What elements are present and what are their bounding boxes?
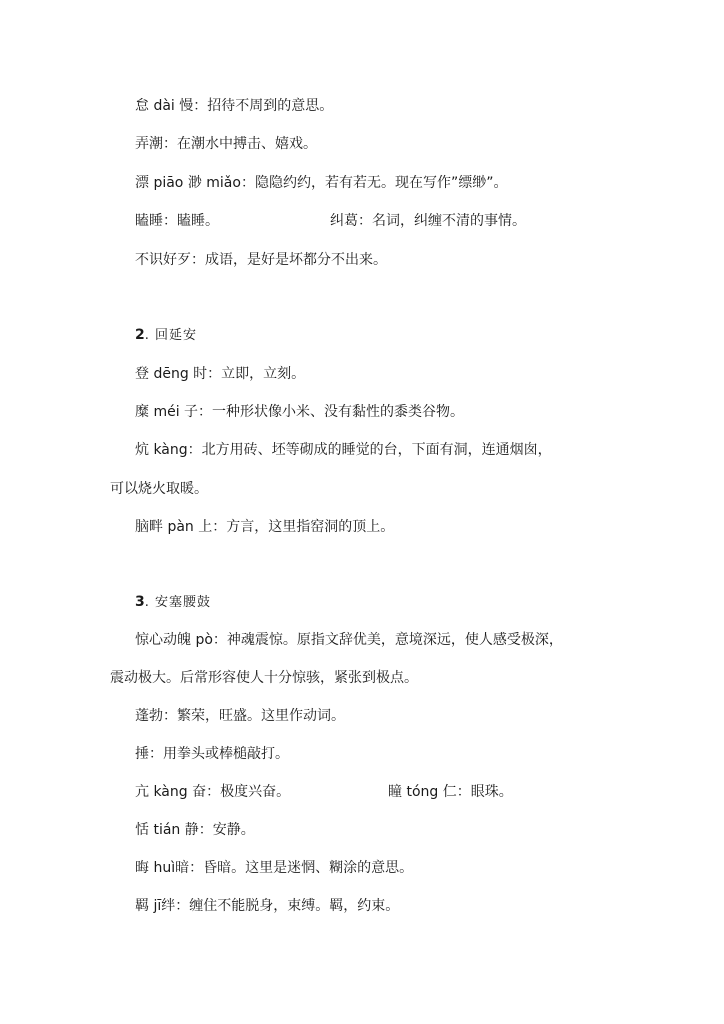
section-title: . 安塞腰鼓 [144,595,212,610]
entry-jingxindongpo: 惊心动魄 pò：神魂震惊。原指文辞优美，意境深远，使人感受极深， [135,632,563,648]
entry-jiban: 羁 jī绊：缠住不能脱身，束缚。羁，约束。 [135,898,400,914]
entry-kang-continued: 可以烧火取暖。 [110,481,208,497]
entry-piaomiao: 漂 piāo 渺 miǎo：隐隐约约，若有若无。现在写作”缥缈”。 [135,175,508,191]
entry-naopan: 脑畔 pàn 上：方言，这里指窑洞的顶上。 [135,519,395,535]
section-title: . 回延安 [144,328,198,343]
section-heading-3 [135,592,211,613]
entry-pengbo: 蓬勃：繁荣，旺盛。这里作动词。 [135,708,345,724]
entry-bushihaodai: 不识好歹：成语，是好是坏都分不出来。 [135,252,387,268]
entry-huian: 晦 huì暗：昏暗。这里是迷惘、糊涂的意思。 [135,860,414,876]
entry-tongren: 瞳 tóng 仁：眼珠。 [388,784,513,800]
entry-keshui: 瞌睡：瞌睡。 [135,213,219,229]
entry-meizi: 糜 méi 子：一种形状像小米、没有黏性的黍类谷物。 [135,404,465,420]
section-number: 3 [135,594,145,610]
entry-jingxindongpo-continued: 震动极大。后常形容使人十分惊骇，紧张到极点。 [110,670,418,686]
section-heading-2 [135,325,197,346]
entry-chui: 捶：用拳头或棒槌敲打。 [135,746,289,762]
entry-nongchao: 弄潮：在潮水中搏击、嬉戏。 [135,136,317,152]
entry-dengshi: 登 dēng 时：立即，立刻。 [135,366,306,382]
entry-kang: 炕 kàng：北方用砖、坯等砌成的睡觉的台，下面有洞，连通烟囱， [135,442,552,458]
entry-jiuge: 纠葛：名词，纠缠不清的事情。 [330,213,526,229]
section-number: 2 [135,327,145,343]
entry-kangfen: 亢 kàng 奋：极度兴奋。 [135,784,291,800]
entry-tianjing: 恬 tián 静：安静。 [135,822,255,838]
entry-daiman: 怠 dài 慢：招待不周到的意思。 [135,98,334,114]
